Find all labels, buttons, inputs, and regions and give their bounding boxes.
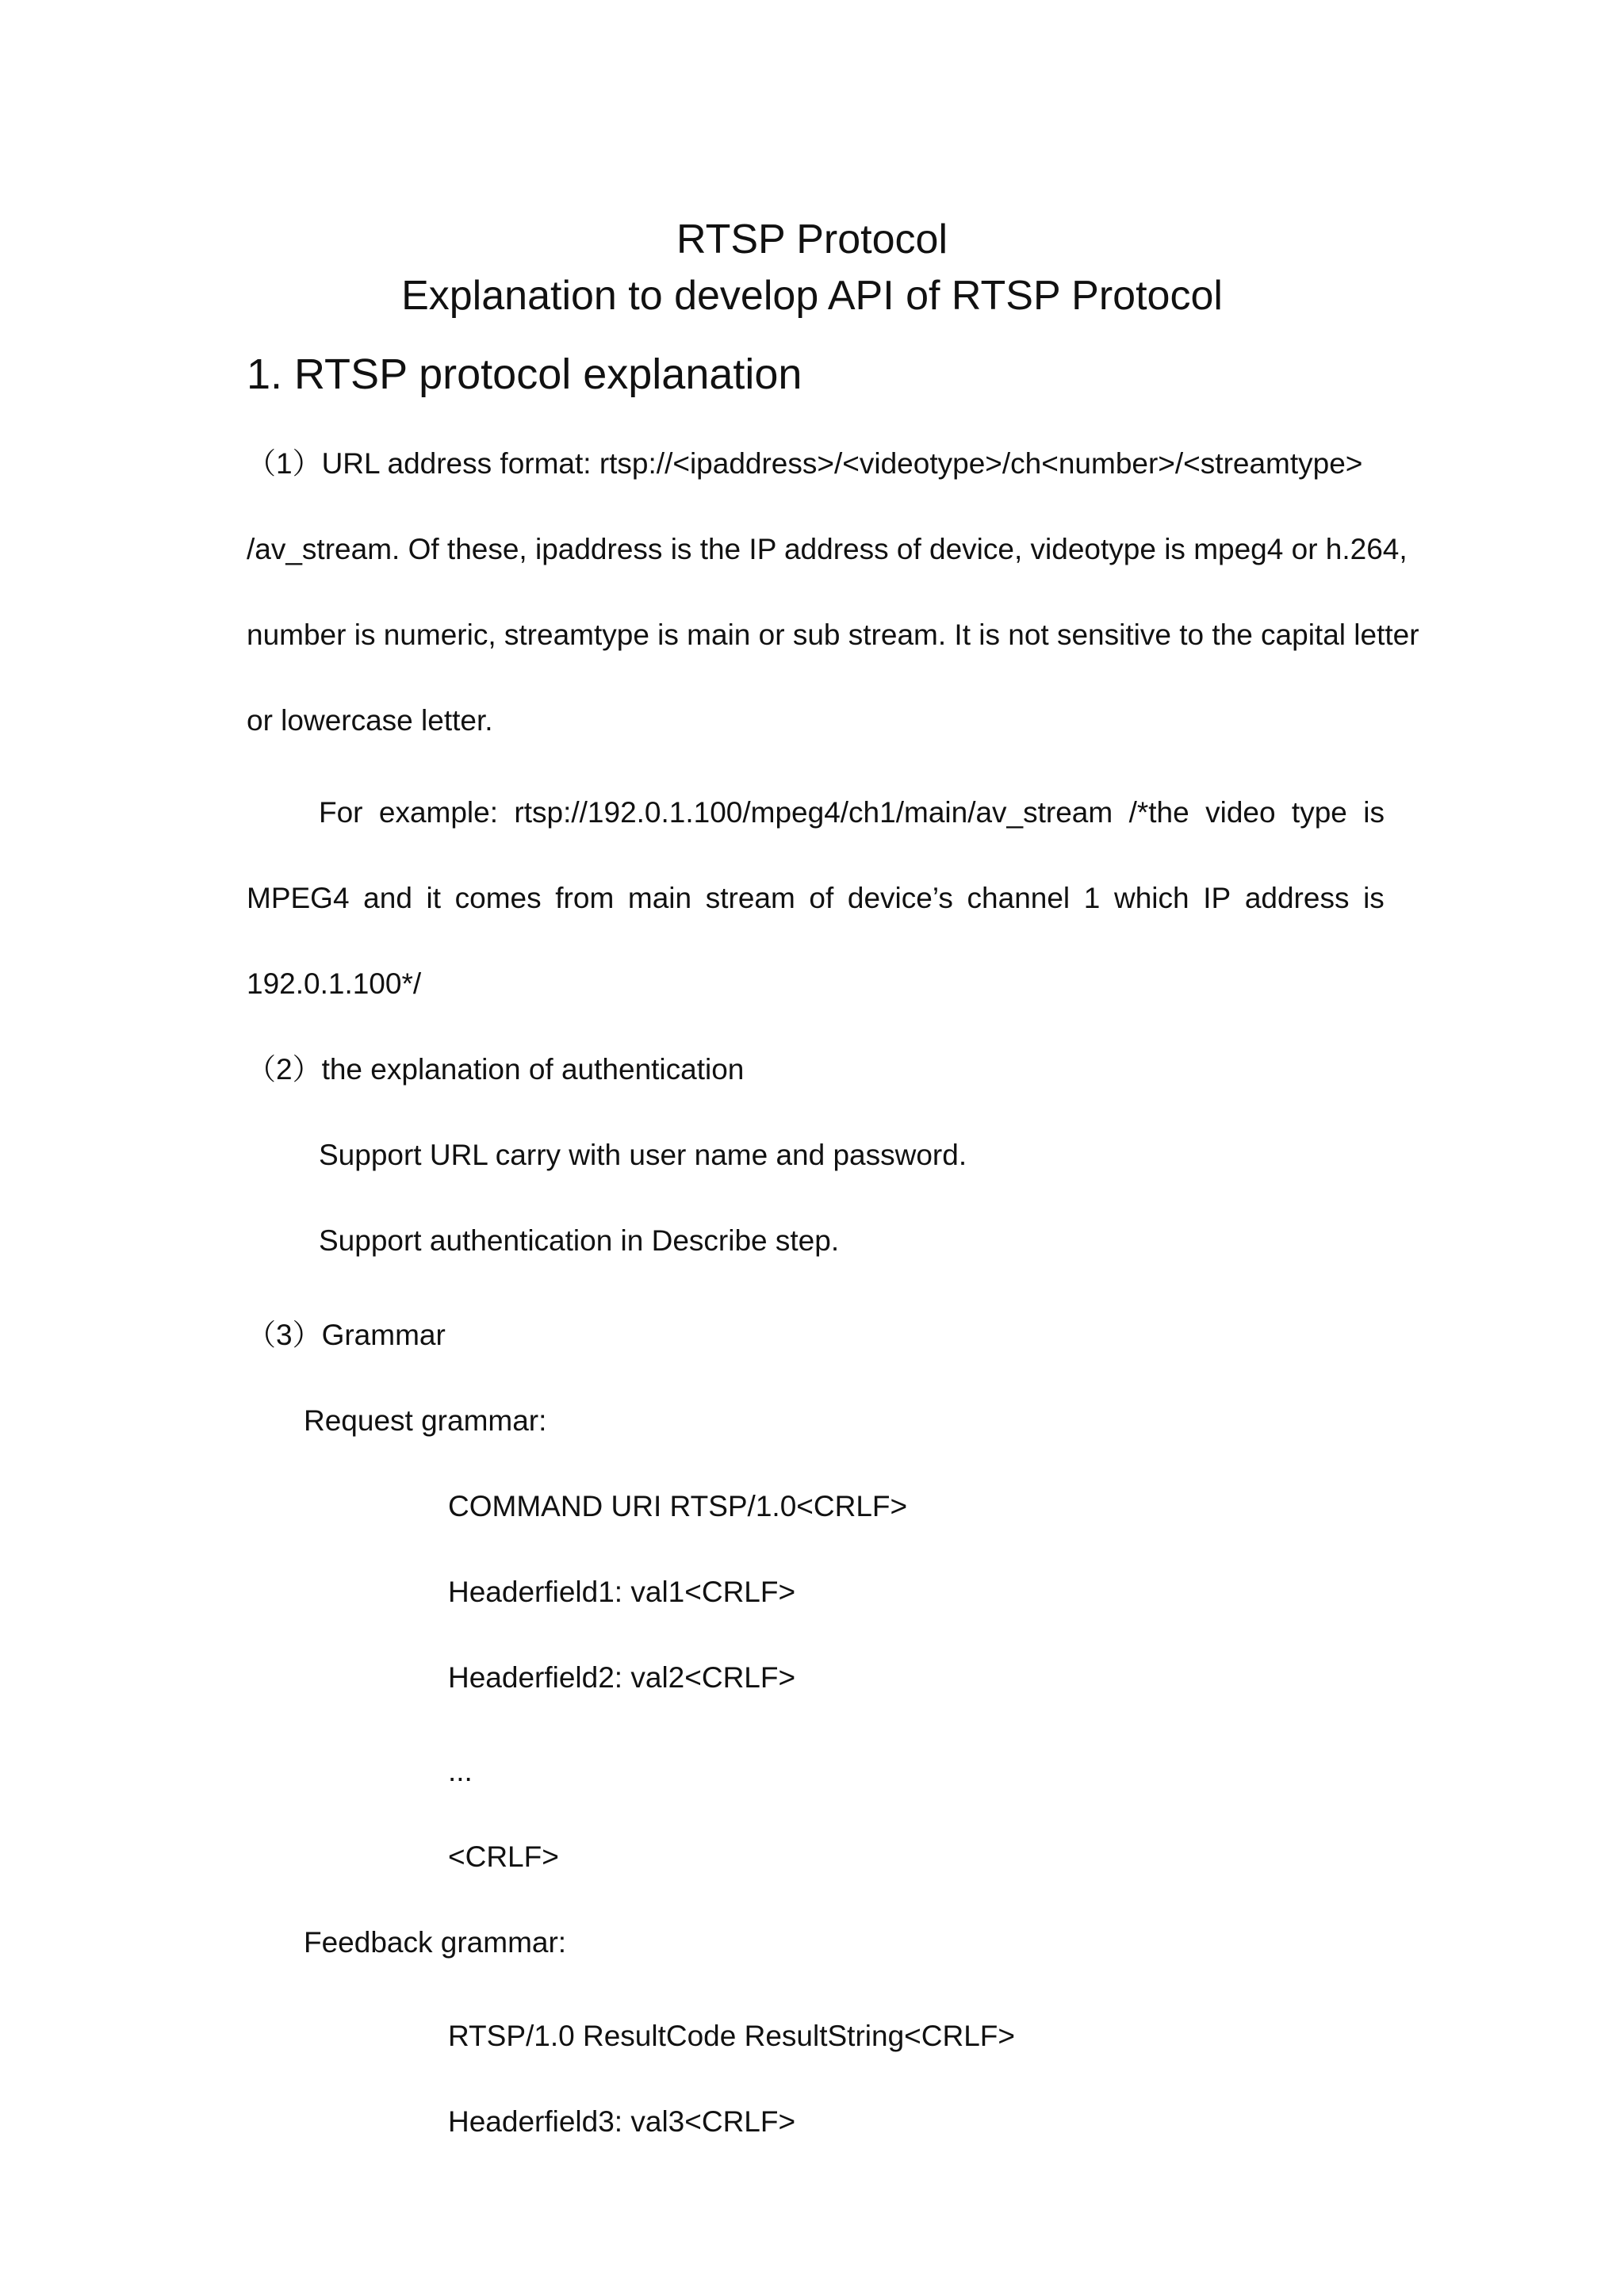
example-word: video [1205, 796, 1276, 829]
url-format-line: （1）URL address format: rtsp://<ipaddress>/<videotype>/ch<number>/<streamtype> [247, 447, 1363, 480]
example-word: and [363, 882, 412, 914]
example-word: main [627, 882, 692, 914]
example-word: type [1291, 796, 1347, 829]
example-word: is [1363, 882, 1385, 914]
example-word: device’s [847, 882, 953, 914]
example-word: MPEG4 [247, 882, 350, 914]
request-grammar-label: Request grammar: [304, 1404, 547, 1437]
request-grammar-line: Headerfield2: val2<CRLF> [448, 1661, 796, 1694]
example-line [247, 881, 1385, 916]
example-word: stream [705, 882, 795, 914]
grammar-heading: （3）Grammar [247, 1319, 446, 1351]
feedback-grammar-line: RTSP/1.0 ResultCode ResultString<CRLF> [448, 2020, 1015, 2052]
example-word: 1 [1083, 882, 1101, 914]
document-subtitle: Explanation to develop API of RTSP Protocol [401, 273, 1223, 319]
example-word: For [319, 796, 363, 829]
request-grammar-line: Headerfield1: val1<CRLF> [448, 1576, 796, 1608]
example-word: which [1113, 882, 1189, 914]
example-word: is [1363, 796, 1385, 829]
paragraph-line: /av_stream. Of these, ipaddress is the IP address of device, videotype is mpeg4 or h.264, [247, 533, 1408, 565]
feedback-grammar-line: Headerfield3: val3<CRLF> [448, 2105, 796, 2138]
example-word: IP [1203, 882, 1231, 914]
example-word: from [555, 882, 615, 914]
example-word: example: [378, 796, 499, 829]
example-line: 192.0.1.100*/ [247, 967, 422, 1000]
example-word: address [1244, 882, 1350, 914]
section-heading: 1. RTSP protocol explanation [247, 350, 802, 398]
authentication-line: Support URL carry with user name and password. [319, 1139, 967, 1171]
example-word: comes [454, 882, 542, 914]
authentication-heading: （2）the explanation of authentication [247, 1053, 745, 1086]
example-word: channel [967, 882, 1071, 914]
example-line [319, 795, 1385, 830]
example-url: rtsp://192.0.1.100/mpeg4/ch1/main/av_stream [514, 796, 1113, 829]
example-word: of [809, 882, 834, 914]
request-grammar-line: <CRLF> [448, 1840, 559, 1873]
request-grammar-line: COMMAND URI RTSP/1.0<CRLF> [448, 1490, 908, 1522]
request-grammar-line: ... [448, 1755, 473, 1787]
feedback-grammar-label: Feedback grammar: [304, 1926, 567, 1959]
example-word: /*the [1128, 796, 1189, 829]
authentication-line: Support authentication in Describe step. [319, 1224, 840, 1257]
document-title: RTSP Protocol [676, 216, 948, 262]
example-word: it [426, 882, 442, 914]
paragraph-line: or lowercase letter. [247, 704, 493, 737]
paragraph-line: number is numeric, streamtype is main or sub stream. It is not sensitive to the capital letter [247, 618, 1419, 651]
